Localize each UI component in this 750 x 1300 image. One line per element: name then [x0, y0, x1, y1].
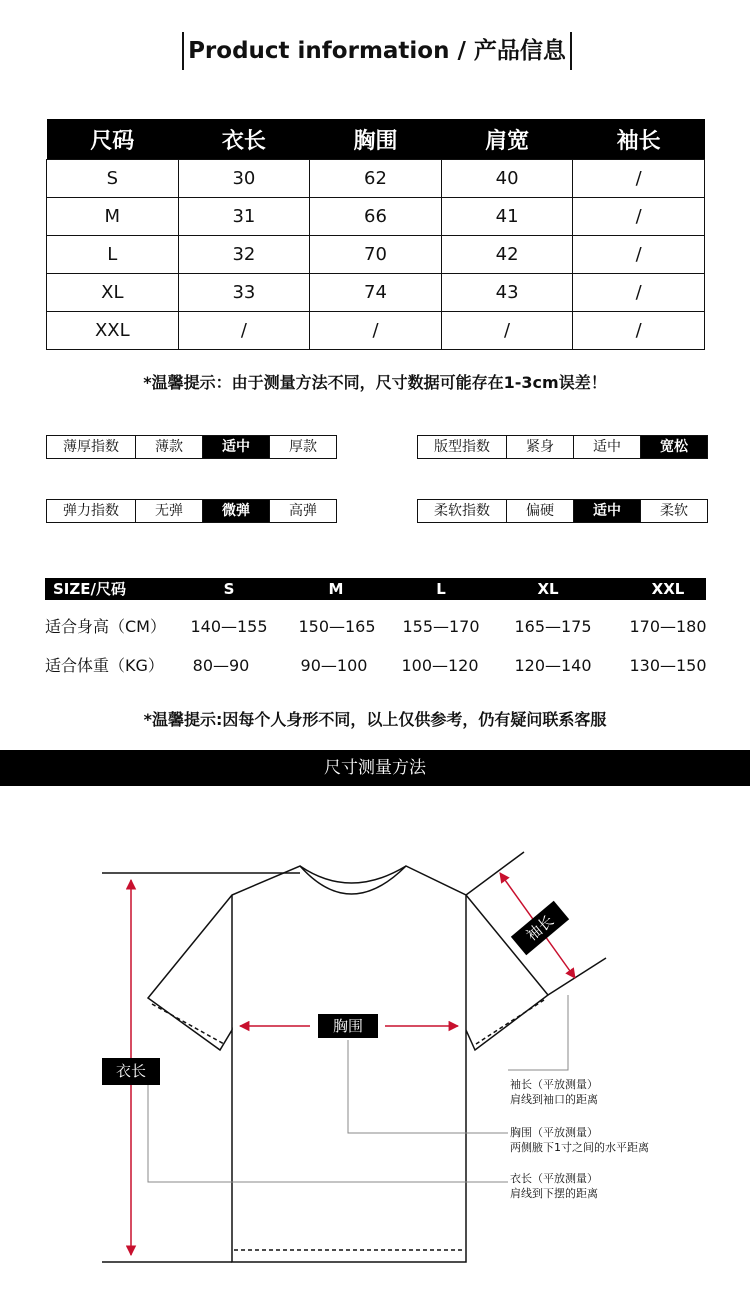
measurement-tip: *温馨提示：由于测量方法不同，尺寸数据可能存在1-3cm误差！ — [143, 373, 607, 392]
table-cell: 33 — [178, 274, 310, 312]
index-option-selected: 微弹 — [202, 500, 269, 522]
fit-value: 80—90 — [192, 656, 250, 675]
reference-tip: *温馨提示:因每个人身形不同，以上仅供参考，仍有疑问联系客服 — [143, 710, 607, 729]
table-cell: 62 — [310, 160, 442, 198]
index-option: 适中 — [573, 436, 640, 458]
table-cell: / — [573, 236, 705, 274]
fit-value: 165—175 — [514, 617, 592, 636]
table-cell: 32 — [178, 236, 310, 274]
index-option-selected: 宽松 — [640, 436, 707, 458]
table-cell: 41 — [441, 198, 573, 236]
index-option: 紧身 — [506, 436, 573, 458]
fit-size: XL — [537, 580, 559, 598]
legend-chest — [510, 1125, 649, 1155]
table-cell: / — [573, 198, 705, 236]
fit-value: 155—170 — [402, 617, 480, 636]
table-cell: 42 — [441, 236, 573, 274]
table-cell: 43 — [441, 274, 573, 312]
table-cell: / — [178, 312, 310, 350]
fit-value: 90—100 — [300, 656, 368, 675]
index-option: 厚款 — [269, 436, 336, 458]
table-cell: 70 — [310, 236, 442, 274]
index-label: 版型指数 — [434, 439, 490, 455]
header-cell: 胸围 — [310, 119, 442, 160]
table-cell: S — [47, 160, 179, 198]
fit-size: S — [223, 580, 235, 598]
chest-tag: 胸围 — [318, 1014, 378, 1038]
fit-value: 140—155 — [190, 617, 268, 636]
fit-value: 130—150 — [629, 656, 707, 675]
table-cell: / — [441, 312, 573, 350]
index-option: 高弹 — [269, 500, 336, 522]
header-cell: 衣长 — [178, 119, 310, 160]
index-option: 薄款 — [135, 436, 202, 458]
index-option: 无弹 — [135, 500, 202, 522]
table-cell: / — [310, 312, 442, 350]
fit-size: XXL — [651, 580, 685, 598]
legend-sleeve — [510, 1077, 598, 1107]
index-label: 柔软指数 — [434, 503, 490, 519]
header-cell: 袖长 — [573, 119, 705, 160]
table-cell: 40 — [441, 160, 573, 198]
table-cell: 30 — [178, 160, 310, 198]
table-cell: / — [573, 274, 705, 312]
table-cell: L — [47, 236, 179, 274]
legend-desc: 肩线到袖口的距离 — [510, 1093, 598, 1106]
fit-header-label: SIZE/尺码 — [53, 580, 126, 598]
title-en: Product information — [188, 38, 450, 64]
table-cell: XL — [47, 274, 179, 312]
table-cell: XXL — [47, 312, 179, 350]
header-cell: 肩宽 — [441, 119, 573, 160]
index-option-selected: 适中 — [202, 436, 269, 458]
fit-row-label: 适合身高（CM） — [45, 617, 166, 636]
table-cell: 31 — [178, 198, 310, 236]
header-cell: 尺码 — [47, 119, 179, 160]
fit-size: L — [436, 580, 446, 598]
fit-value: 170—180 — [629, 617, 707, 636]
length-tag: 衣长 — [102, 1058, 160, 1085]
table-cell: M — [47, 198, 179, 236]
legend-title: 袖长（平放测量） — [510, 1078, 598, 1091]
legend-title: 衣长（平放测量） — [510, 1172, 598, 1185]
fit-row-label: 适合体重（KG） — [45, 656, 164, 675]
fit-size: M — [328, 580, 344, 598]
fit-value: 100—120 — [401, 656, 479, 675]
table-cell: / — [573, 160, 705, 198]
table-cell: 74 — [310, 274, 442, 312]
index-option-selected: 适中 — [573, 500, 640, 522]
index-label: 弹力指数 — [63, 503, 119, 519]
fit-value: 120—140 — [514, 656, 592, 675]
legend-title: 胸围（平放测量） — [510, 1126, 598, 1139]
index-option: 偏硬 — [506, 500, 573, 522]
table-cell: / — [573, 312, 705, 350]
title-separator: / — [449, 38, 474, 64]
table-cell: 66 — [310, 198, 442, 236]
sleeve-tag: 袖长 — [511, 901, 569, 955]
legend-desc: 肩线到下摆的距离 — [510, 1187, 598, 1200]
legend-desc: 两侧腋下1寸之间的水平距离 — [510, 1141, 649, 1154]
index-option: 柔软 — [640, 500, 707, 522]
title-zh: 产品信息 — [473, 38, 566, 64]
index-label: 薄厚指数 — [63, 439, 119, 455]
legend-length — [510, 1171, 598, 1201]
measure-method-banner: 尺寸测量方法 — [0, 750, 750, 786]
fit-value: 150—165 — [298, 617, 376, 636]
